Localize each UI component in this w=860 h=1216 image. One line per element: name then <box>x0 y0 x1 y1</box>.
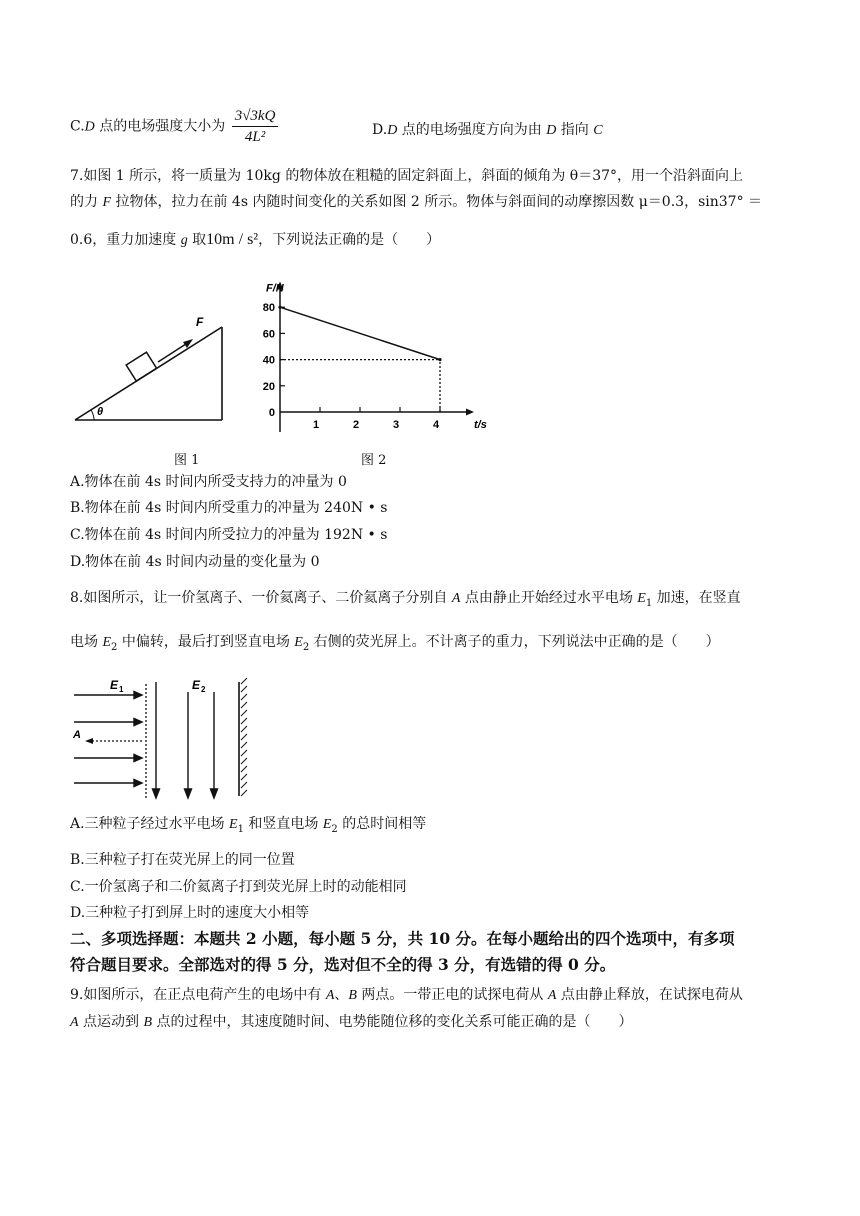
q8-stem-line-2: 电场 $E_2$ 中偏转，最后打到竖直电场 $E_2$ 右侧的荧光屏上。不计离子的重力，下列说法中正确的是（ ） <box>70 634 720 653</box>
field-strength-fraction: $\frac{3√3kQ}{\text{4L²}}$ <box>232 106 279 147</box>
figure-2-chart <box>255 268 495 438</box>
q6-option-c: C.D 点的电场强度大小为 $\frac{3√3kQ}{\text{4L²}}$ <box>70 106 280 147</box>
figure-1-caption: 图 1 <box>174 453 200 468</box>
y-tick-label: 80 <box>262 302 275 315</box>
x-tick-label: 1 <box>312 419 320 431</box>
series-point <box>278 306 281 309</box>
section-2-heading-line-2: 符合题目要求。全部选对的得 5 分，选对但不全的得 3 分，有选错的得 0 分。 <box>70 955 616 974</box>
e1-field-lines <box>74 692 142 787</box>
q7-stem-line-3: 0.6，重力加速度 g 取10m / s²，下列说法正确的是（ ） <box>70 231 441 248</box>
svg-text:1: 1 <box>119 685 124 694</box>
q8-option-c: C.一价氢离子和二价氦离子打到荧光屏上时的动能相同 <box>70 879 407 895</box>
section-2-heading-line-1: 二、多项选择题：本题共 2 小题，每小题 5 分，共 10 分。在每小题给出的四个选项中，有多项 <box>70 929 735 948</box>
force-arrow <box>158 342 189 362</box>
svg-text:E: E <box>192 678 201 692</box>
q7-stem-line-2: 的力 F 拉物体，拉力在前 4s 内随时间变化的关系如图 2 所示。物体与斜面间的动摩擦因数 μ＝0.3，sin37° ＝ <box>70 194 763 210</box>
q8-option-a: A.三种粒子经过水平电场 $E_1$ 和竖直电场 $E_2$ 的总时间相等 <box>70 816 427 835</box>
svg-text:E: E <box>110 678 119 692</box>
x-tick-label: 4 <box>432 419 440 431</box>
x-tick-label: 2 <box>352 419 360 431</box>
e2-field-lines <box>153 682 218 798</box>
svg-text:2: 2 <box>201 685 206 694</box>
y-axis-label: F/N <box>266 282 284 295</box>
figure-2-caption: 图 2 <box>361 453 387 468</box>
x-tick-label: 3 <box>392 419 400 431</box>
q7-option-b: B.物体在前 4s 时间内所受重力的冲量为 240N • s <box>70 500 388 516</box>
x-axis-arrow <box>466 409 474 416</box>
series-point <box>438 358 441 361</box>
point-a-label: A <box>73 729 81 741</box>
q7-option-c: C.物体在前 4s 时间内所受拉力的冲量为 192N • s <box>70 527 388 543</box>
q7-option-d: D.物体在前 4s 时间内动量的变化量为 0 <box>70 554 320 570</box>
figure-1-incline <box>70 276 240 426</box>
q6-option-d: D.D 点的电场强度方向为由 D 指向 C <box>372 122 603 138</box>
y-tick-label: 40 <box>262 354 275 367</box>
fig1-force-label: F <box>196 315 204 329</box>
y-tick-label: 20 <box>262 380 275 393</box>
q8-option-b: B.三种粒子打在荧光屏上的同一位置 <box>70 852 295 868</box>
q7-stem-line-1: 7.如图 1 所示，将一质量为 10kg 的物体放在粗糙的固定斜面上，斜面的倾角为 θ＝37°，用一个沿斜面向上 <box>70 168 744 184</box>
q9-stem-line-1: 9.如图所示，在正点电荷产生的电场中有 A、B 两点。一带正电的试探电荷从 A 点由静止释放，在试探电荷从 <box>70 987 743 1003</box>
y-tick-label: 0 <box>268 407 275 419</box>
fluorescent-screen <box>239 678 247 796</box>
q8-option-d: D.三种粒子打到屏上时的速度大小相等 <box>70 905 310 921</box>
q9-stem-line-2: A 点运动到 B 点的过程中，其速度随时间、电势能随位移的变化关系可能正确的是（ ） <box>70 1014 633 1030</box>
figure-electric-fields <box>70 670 260 802</box>
q8-stem-line-1: 8.如图所示，让一价氢离子、一价氦离子、二价氦离子分别自 A 点由静止开始经过水平电场 $E_1$ 加速，在竖直 <box>70 590 741 609</box>
q7-option-a: A.物体在前 4s 时间内所受支持力的冲量为 0 <box>70 474 347 490</box>
x-axis-label: t/s <box>474 419 487 431</box>
y-tick-label: 60 <box>262 328 275 341</box>
force-line-series <box>280 307 440 359</box>
fig1-angle-label: θ <box>97 406 104 418</box>
